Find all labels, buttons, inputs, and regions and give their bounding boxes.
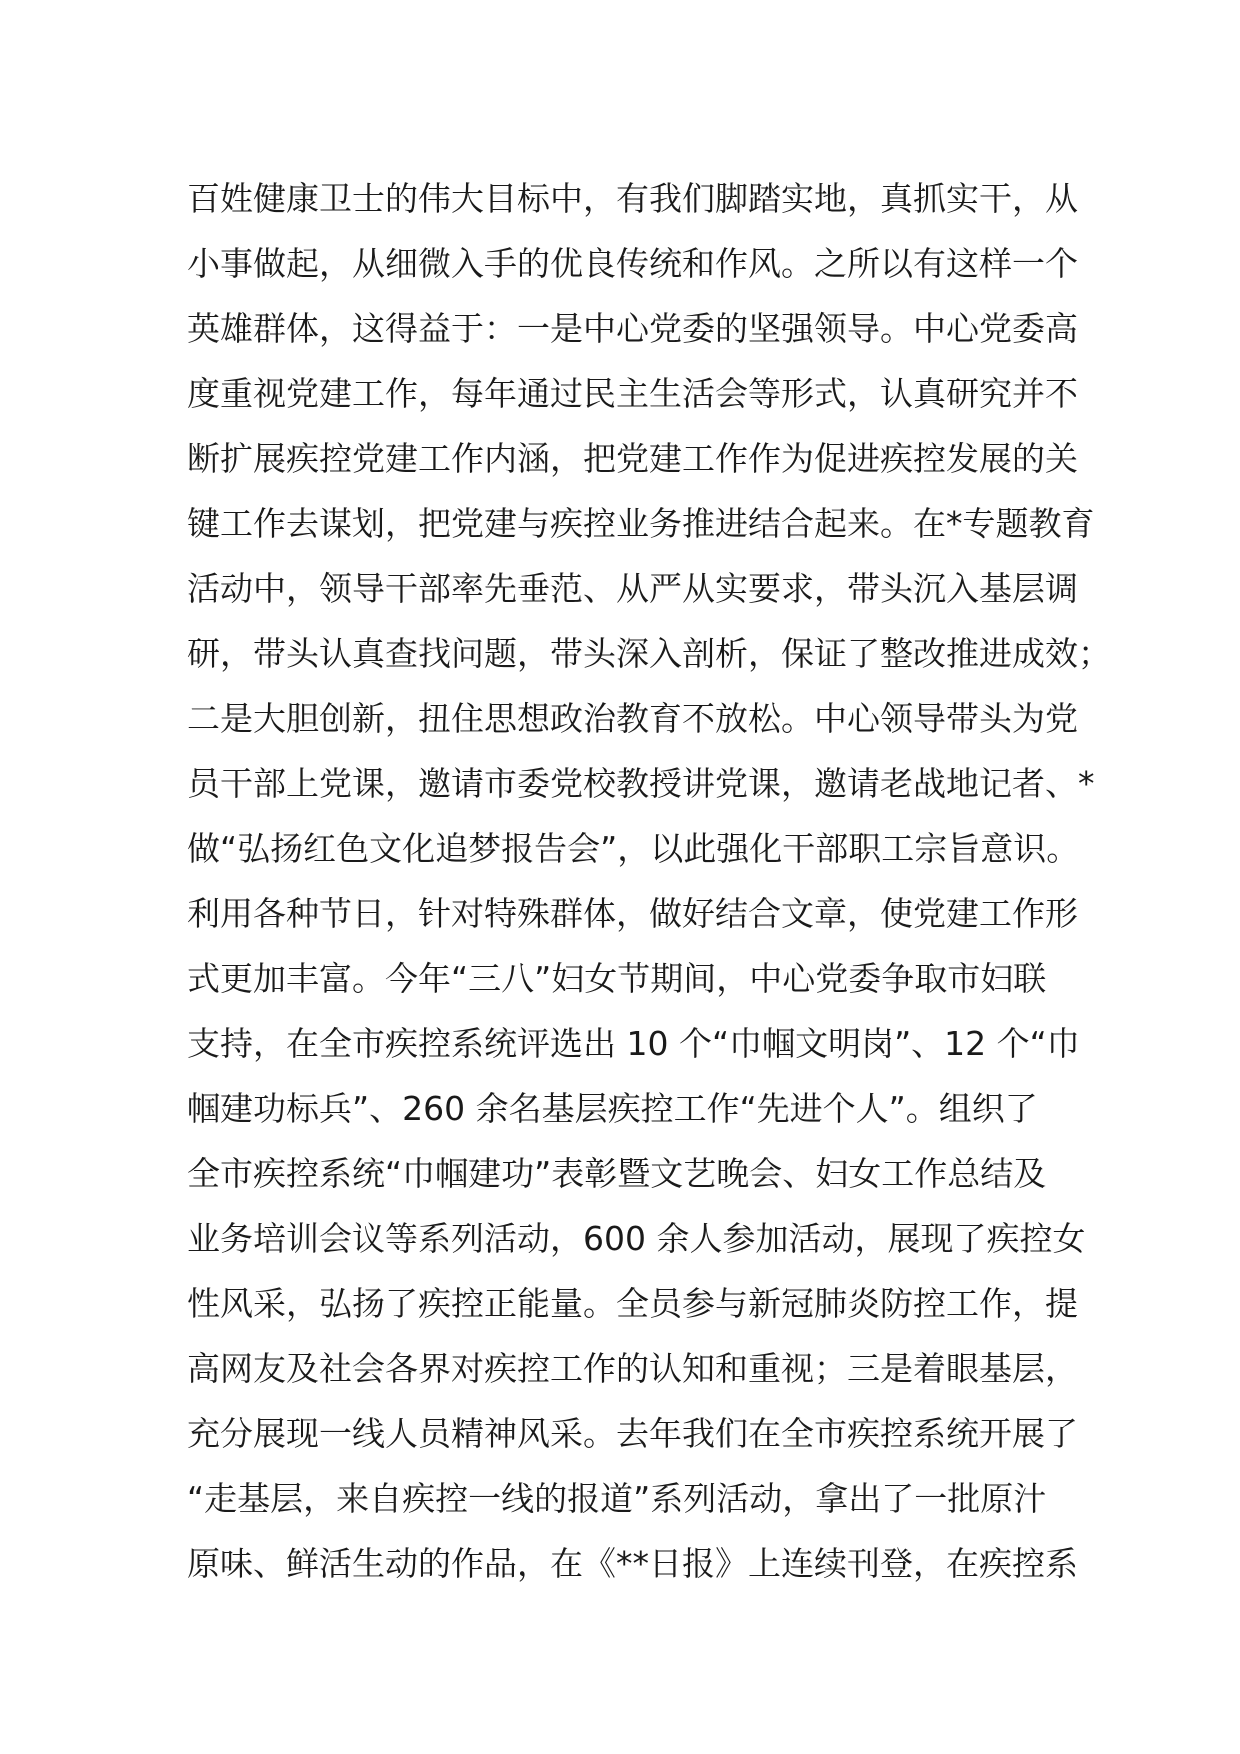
- text-line: 小事做起，从细微入手的优良传统和作风。之所以有这样一个: [187, 244, 1078, 283]
- text-line: “走基层，来自疾控一线的报道”系列活动，拿出了一批原汁: [187, 1479, 1047, 1518]
- text-line: 活动中，领导干部率先垂范、从严从实要求，带头沉入基层调: [187, 569, 1078, 608]
- text-line: 充分展现一线人员精神风采。去年我们在全市疾控系统开展了: [187, 1414, 1078, 1453]
- text-line: 性风采，弘扬了疾控正能量。全员参与新冠肺炎防控工作，提: [187, 1284, 1078, 1323]
- text-line: 度重视党建工作，每年通过民主生活会等形式，认真研究并不: [187, 374, 1078, 413]
- text-line: 研，带头认真查找问题，带头深入剖析，保证了整改推进成效；: [187, 634, 1111, 673]
- text-line: 高网友及社会各界对疾控工作的认知和重视；三是着眼基层，: [187, 1349, 1078, 1388]
- text-line: 百姓健康卫士的伟大目标中，有我们脚踏实地，真抓实干，从: [187, 179, 1078, 218]
- text-line: 帼建功标兵”、260 余名基层疾控工作“先进个人”。组织了: [187, 1089, 1038, 1128]
- body-text: [187, 166, 1111, 1596]
- text-line: 业务培训会议等系列活动，600 余人参加活动，展现了疾控女: [187, 1219, 1086, 1258]
- text-line: 利用各种节日，针对特殊群体，做好结合文章，使党建工作形: [187, 894, 1078, 933]
- text-line: 员干部上党课，邀请市委党校教授讲党课，邀请老战地记者、*: [187, 764, 1095, 803]
- text-line: 式更加丰富。今年“三八”妇女节期间，中心党委争取市妇联: [187, 959, 1047, 998]
- text-line: 原味、鲜活生动的作品，在《**日报》上连续刊登，在疾控系: [187, 1544, 1078, 1583]
- text-line: 键工作去谋划，把党建与疾控业务推进结合起来。在*专题教育: [187, 504, 1095, 543]
- text-line: 支持，在全市疾控系统评选出 10 个“巾帼文明岗”、12 个“巾: [187, 1024, 1080, 1063]
- text-line: 断扩展疾控党建工作内涵，把党建工作作为促进疾控发展的关: [187, 439, 1078, 478]
- text-line: 二是大胆创新，扭住思想政治教育不放松。中心领导带头为党: [187, 699, 1078, 738]
- text-line: 英雄群体，这得益于：一是中心党委的坚强领导。中心党委高: [187, 309, 1078, 348]
- text-line: 全市疾控系统“巾帼建功”表彰暨文艺晚会、妇女工作总结及: [187, 1154, 1047, 1193]
- text-line: 做“弘扬红色文化追梦报告会”，以此强化干部职工宗旨意识。: [187, 829, 1080, 868]
